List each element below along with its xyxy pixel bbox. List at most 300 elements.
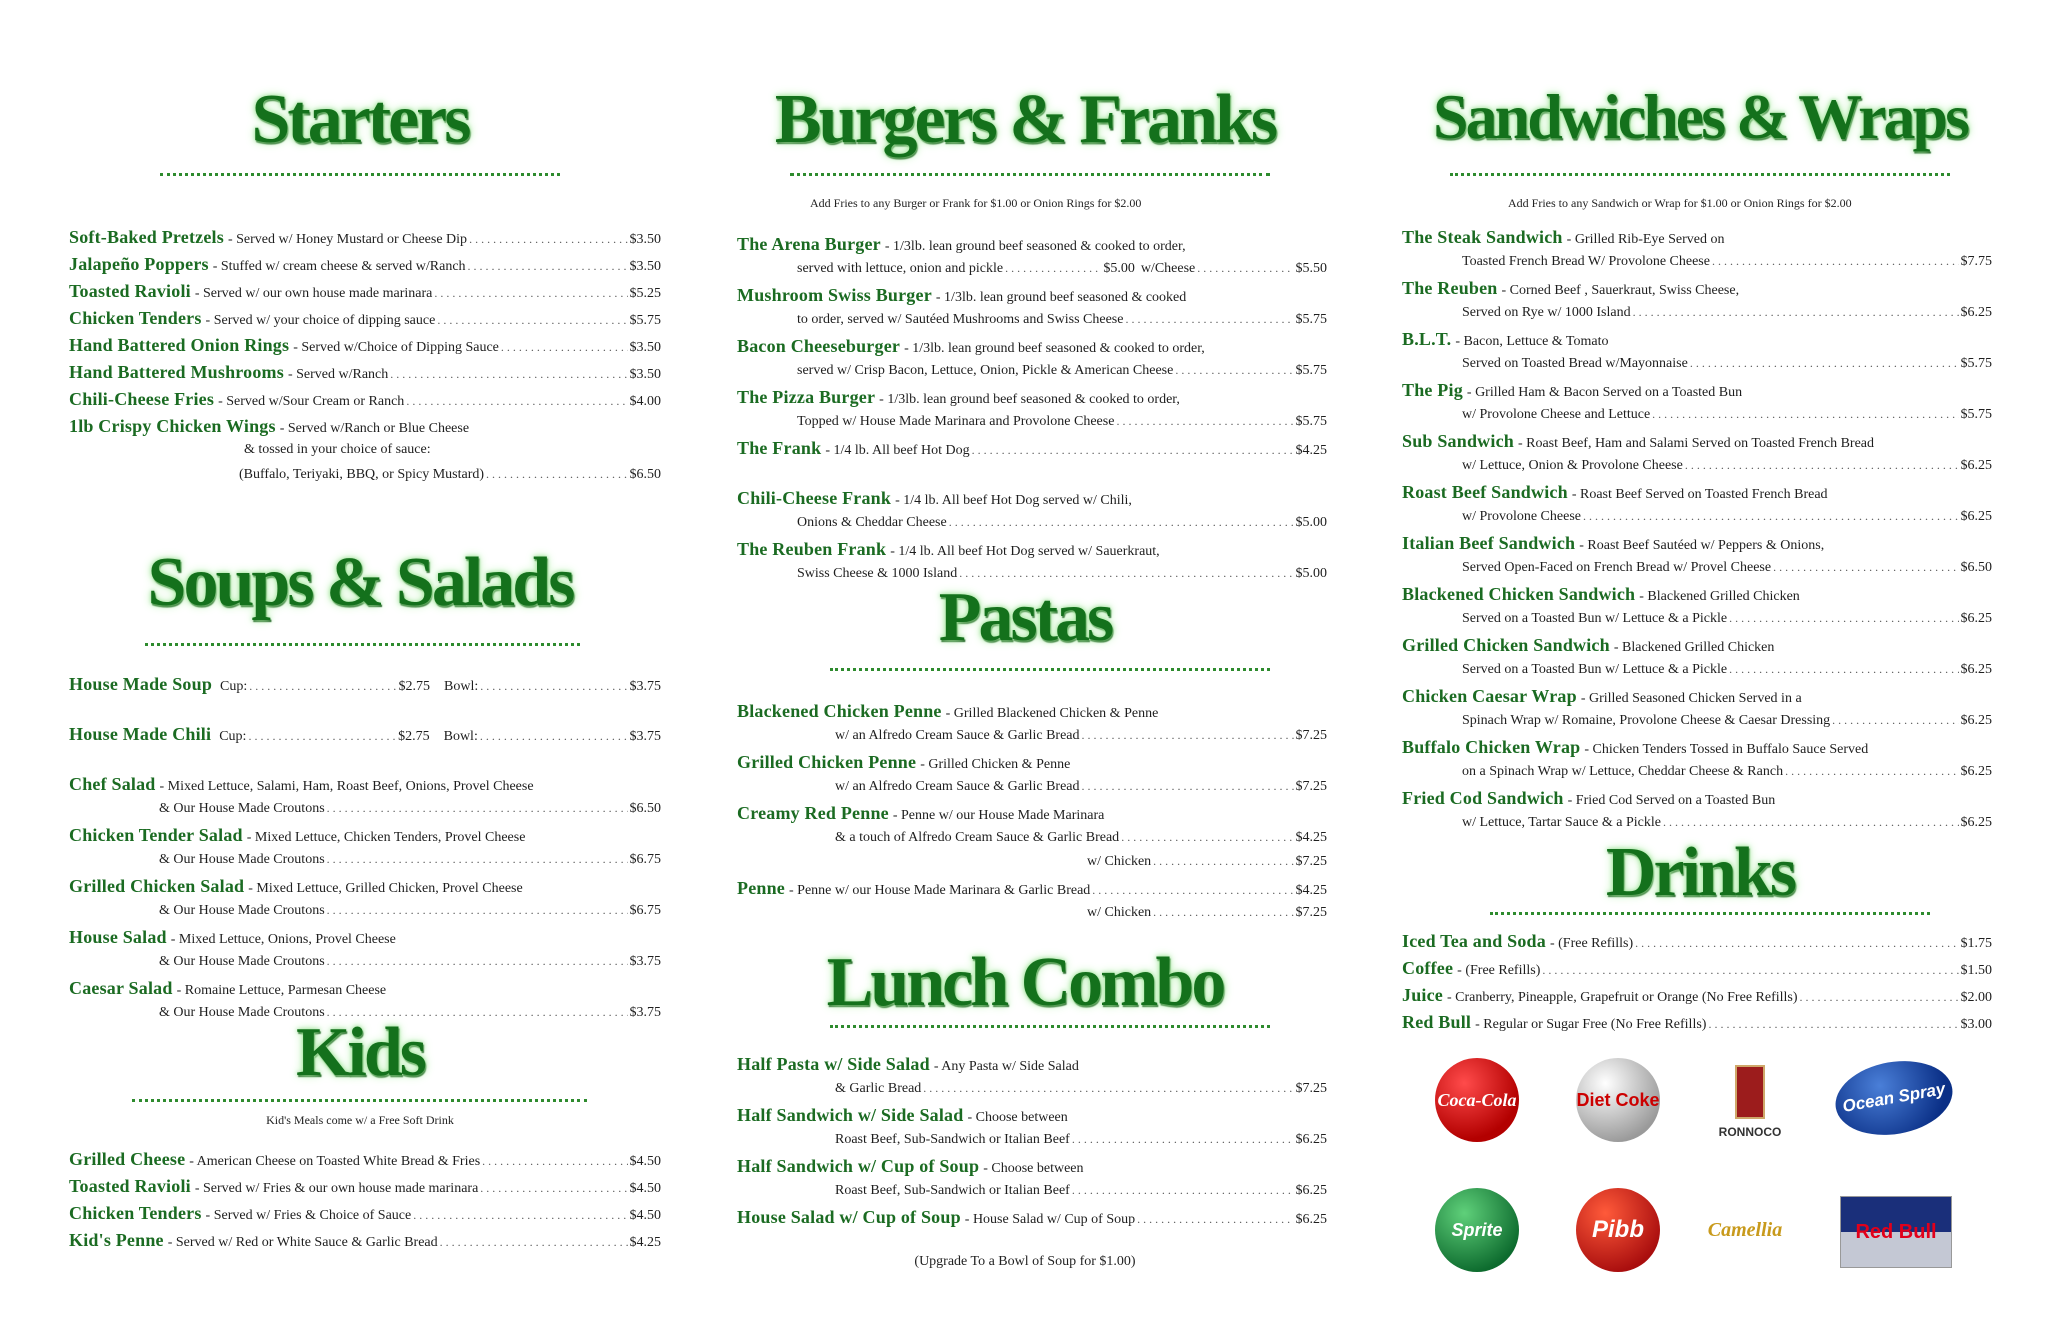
soup-salad-description: - Mixed Lettuce, Chicken Tenders, Provel Cheese: [246, 830, 526, 845]
dot-leader: [1125, 310, 1293, 328]
soup-salad-row: [69, 979, 661, 1000]
dot-leader: [249, 677, 396, 695]
dot-leader: [1153, 852, 1293, 870]
sandwich-wrap-description-cont: w/ Lettuce, Tartar Sauce & a Pickle: [1462, 815, 1661, 830]
dot-leader: [1785, 762, 1958, 780]
dot-leader: [440, 1233, 628, 1251]
sandwich-wrap-price: $6.25: [1960, 662, 1992, 677]
sandwich-wrap-name: Buffalo Chicken Wrap: [1402, 737, 1581, 757]
soup-salad-row-cont: [159, 850, 661, 869]
starter-row-cont: [244, 441, 661, 459]
with-chicken-label: w/ Chicken: [1087, 905, 1152, 920]
dot-leader: [501, 338, 628, 356]
kids-item-name: Chicken Tenders: [69, 1203, 202, 1223]
kids-item-description: - Served w/ Red or White Sauce & Garlic Bread: [167, 1235, 438, 1250]
drink-description: - Cranberry, Pineapple, Grapefruit or Orange (No Free Refills): [1447, 990, 1798, 1005]
lunch-combo-row: [737, 1157, 1327, 1178]
coca-cola-logo: Coca-Cola: [1435, 1058, 1519, 1142]
sandwich-wrap-description-cont: w/ Provolone Cheese and Lettuce: [1462, 407, 1651, 422]
sandwich-wrap-description: - Blackened Grilled Chicken: [1613, 640, 1775, 655]
sandwich-wrap-name: Chicken Caesar Wrap: [1402, 686, 1577, 706]
starters-title: Starters: [251, 81, 469, 158]
starter-price: $3.50: [629, 340, 661, 355]
starter-name: Jalapeño Poppers: [69, 254, 209, 274]
ronnoco-mark-icon: [1735, 1065, 1765, 1119]
sandwich-wrap-row-cont: [1462, 711, 1992, 730]
starter-description: - Stuffed w/ cream cheese & served w/Ranch: [212, 259, 466, 274]
kids-item-price: $4.50: [629, 1208, 661, 1223]
sandwich-wrap-description: - Roast Beef Sautéed w/ Peppers & Onions,: [1579, 538, 1825, 553]
sandwich-wrap-row: [1402, 381, 1992, 402]
kids-item-name: Kid's Penne: [69, 1230, 164, 1250]
lunch-combo-row: [737, 1106, 1327, 1127]
kids-item-description: - Served w/ Fries & our own house made marinara: [194, 1181, 479, 1196]
starter-row: [69, 417, 661, 438]
dot-leader: [1197, 259, 1293, 277]
soup-salad-description-cont: & Our House Made Croutons: [159, 903, 325, 918]
starter-row-cont: [239, 465, 661, 484]
sandwich-wrap-row-cont: [1462, 354, 1992, 373]
kids-item-description: - Served w/ Fries & Choice of Sauce: [205, 1208, 412, 1223]
bowl-price: $3.75: [629, 729, 661, 744]
burger-frank-description-cont: served w/ Crisp Bacon, Lettuce, Onion, Pickle & American Cheese: [797, 363, 1174, 378]
starter-row: [69, 336, 661, 357]
burger-frank-description-cont: Onions & Cheddar Cheese: [797, 515, 947, 530]
sandwich-wrap-description: - Roast Beef Served on Toasted French Bread: [1571, 487, 1828, 502]
pasta-row: [737, 753, 1327, 774]
dot-leader: [437, 311, 627, 329]
burger-frank-description-cont: to order, served w/ Sautéed Mushrooms and Swiss Cheese: [797, 312, 1124, 327]
burger-frank-description-cont: served with lettuce, onion and pickle: [797, 261, 1004, 276]
pasta-description: - Penne w/ our House Made Marinara: [892, 808, 1105, 823]
lunch-combo-price: $6.25: [1295, 1212, 1327, 1227]
soup-salad-row: [69, 675, 661, 696]
burger-frank-price: $5.75: [1295, 414, 1327, 429]
with-chicken-label: w/ Chicken: [1087, 854, 1152, 869]
sandwich-wrap-description: - Bacon, Lettuce & Tomato: [1455, 334, 1609, 349]
starter-description-cont: (Buffalo, Teriyaki, BBQ, or Spicy Mustard): [239, 467, 485, 482]
diet-coke-logo: Diet Coke: [1576, 1058, 1660, 1142]
kids-item-description: - American Cheese on Toasted White Bread & Fries: [189, 1154, 481, 1169]
dot-leader: [327, 952, 628, 970]
soup-salad-description-cont: & Our House Made Croutons: [159, 801, 325, 816]
drink-description: - (Free Refills): [1549, 936, 1634, 951]
starter-description: - Served w/Choice of Dipping Sauce: [293, 340, 499, 355]
sandwich-wrap-row: [1402, 636, 1992, 657]
burger-frank-description: - 1/4 lb. All beef Hot Dog served w/ Sauerkraut,: [890, 544, 1160, 559]
sandwich-wrap-description-cont: Served on a Toasted Bun w/ Lettuce & a Pickle: [1462, 662, 1728, 677]
sandwich-wrap-description: - Grilled Ham & Bacon Served on a Toasted Bun: [1466, 385, 1743, 400]
kids-item-row: [69, 1204, 661, 1225]
kids-item-name: Toasted Ravioli: [69, 1176, 191, 1196]
starter-name: Chili-Cheese Fries: [69, 389, 215, 409]
soup-salad-name: Chicken Tender Salad: [69, 825, 243, 845]
burger-frank-row-cont: [797, 361, 1327, 380]
lunch-combo-row: [737, 1055, 1327, 1076]
sandwich-wrap-price: $6.25: [1960, 458, 1992, 473]
pasta-row-chicken: [1087, 903, 1327, 922]
drink-price: $1.75: [1960, 936, 1992, 951]
pasta-row-cont: [835, 777, 1327, 796]
sandwich-wrap-description: - Grilled Rib-Eye Served on: [1566, 232, 1725, 247]
dot-leader: [1116, 412, 1293, 430]
kids-item-row: [69, 1177, 661, 1198]
pasta-description-cont: w/ an Alfredo Cream Sauce & Garlic Bread: [835, 728, 1080, 743]
starter-description: - Served w/ Honey Mustard or Cheese Dip: [227, 232, 468, 247]
burger-frank-name: The Frank: [737, 438, 822, 458]
starter-row: [69, 228, 661, 249]
pastas-title: Pastas: [938, 579, 1112, 656]
sandwich-wrap-price: $6.25: [1960, 305, 1992, 320]
burgers-franks-divider: [790, 173, 1270, 176]
sandwich-wrap-price: $5.75: [1960, 407, 1992, 422]
starter-row: [69, 390, 661, 411]
starter-price: $5.75: [629, 313, 661, 328]
burger-frank-row: [737, 439, 1327, 460]
starter-name: Toasted Ravioli: [69, 281, 191, 301]
starter-price: $3.50: [629, 259, 661, 274]
starter-price: $6.50: [629, 467, 661, 482]
starter-row: [69, 255, 661, 276]
burger-frank-description: - 1/3lb. lean ground beef seasoned & cooked: [935, 290, 1187, 305]
sandwich-wrap-row: [1402, 585, 1992, 606]
sandwich-wrap-description-cont: w/ Provolone Cheese: [1462, 509, 1581, 524]
drink-price: $1.50: [1960, 963, 1992, 978]
sandwich-wrap-row: [1402, 228, 1992, 249]
dot-leader: [480, 727, 628, 745]
lunch-combo-description: - House Salad w/ Cup of Soup: [964, 1212, 1136, 1227]
sandwich-wrap-price: $6.25: [1960, 764, 1992, 779]
soup-salad-description: - Romaine Lettuce, Parmesan Cheese: [176, 983, 387, 998]
soups-salads-title: Soups & Salads: [147, 544, 573, 621]
pasta-description: - Penne w/ our House Made Marinara & Garlic Bread: [789, 883, 1091, 898]
with-chicken-price: $7.25: [1295, 905, 1327, 920]
pasta-row: [737, 804, 1327, 825]
drinks-title: Drinks: [1605, 834, 1795, 911]
dot-leader: [1583, 507, 1959, 525]
cup-price: $2.75: [398, 679, 431, 694]
starter-description: - Served w/Ranch: [287, 367, 389, 382]
sandwich-wrap-description-cont: Served on a Toasted Bun w/ Lettuce & a Pickle: [1462, 611, 1728, 626]
kids-note: Kid's Meals come w/ a Free Soft Drink: [266, 1113, 454, 1127]
dot-leader: [248, 727, 396, 745]
sandwich-wrap-description: - Corned Beef , Sauerkraut, Swiss Cheese,: [1501, 283, 1740, 298]
burger-frank-description: - 1/3lb. lean ground beef seasoned & cooked to order,: [884, 239, 1186, 254]
dot-leader: [1635, 934, 1958, 952]
with-chicken-price: $7.25: [1295, 854, 1327, 869]
dot-leader: [972, 441, 1294, 459]
burger-frank-price: $5.50: [1295, 261, 1327, 276]
soup-salad-description: - Mixed Lettuce, Onions, Provel Cheese: [170, 932, 396, 947]
dot-leader: [469, 230, 627, 248]
sandwich-wrap-description-cont: Spinach Wrap w/ Romaine, Provolone Cheese & Caesar Dressing: [1462, 713, 1831, 728]
soup-salad-price: $3.75: [629, 1005, 661, 1020]
drink-price: $3.00: [1960, 1017, 1992, 1032]
burger-frank-price: $5.00: [1295, 566, 1327, 581]
sandwich-wrap-name: Roast Beef Sandwich: [1402, 482, 1568, 502]
soup-salad-name: Caesar Salad: [69, 978, 173, 998]
sandwich-wrap-description-cont: Toasted French Bread W/ Provolone Cheese: [1462, 254, 1710, 269]
dot-leader: [1729, 609, 1958, 627]
sandwich-wrap-row-cont: [1462, 252, 1992, 271]
sandwich-wrap-description: - Fried Cod Served on a Toasted Bun: [1567, 793, 1776, 808]
starter-description: - Served w/Ranch or Blue Cheese: [279, 421, 470, 436]
burger-frank-row: [737, 286, 1327, 307]
pasta-name: Penne: [737, 878, 785, 898]
burger-frank-row-cont: [797, 513, 1327, 532]
starter-description: - Served w/Sour Cream or Ranch: [218, 394, 405, 409]
burgers-franks-title: Burgers & Franks: [774, 81, 1276, 158]
drink-name: Juice: [1402, 985, 1443, 1005]
dot-leader: [480, 1179, 627, 1197]
dot-leader: [1652, 405, 1958, 423]
sandwich-wrap-row-cont: [1462, 660, 1992, 679]
dot-leader: [949, 513, 1294, 531]
kids-item-price: $4.25: [629, 1235, 661, 1250]
dot-leader: [1072, 1181, 1294, 1199]
burger-frank-row: [737, 388, 1327, 409]
dot-leader: [1690, 354, 1959, 372]
kids-divider: [132, 1099, 587, 1102]
sandwich-wrap-name: Sub Sandwich: [1402, 431, 1514, 451]
sandwich-wrap-name: Italian Beef Sandwich: [1402, 533, 1576, 553]
lunch-combo-price: $6.25: [1295, 1132, 1327, 1147]
starter-price: $5.25: [629, 286, 661, 301]
drink-row: [1402, 986, 1992, 1007]
burgers-note: Add Fries to any Burger or Frank for $1.00 or Onion Rings for $2.00: [810, 196, 1142, 210]
dot-leader: [327, 799, 628, 817]
bowl-price: $3.75: [629, 679, 661, 694]
dot-leader: [406, 392, 627, 410]
starters-divider: [160, 173, 560, 176]
cup-label: Cup:: [219, 729, 247, 744]
soup-salad-description: - Mixed Lettuce, Grilled Chicken, Provel Cheese: [248, 881, 523, 896]
dot-leader: [1685, 456, 1959, 474]
burger-frank-row-cont: [797, 259, 1327, 278]
dot-leader: [1092, 881, 1293, 899]
starter-name: 1lb Crispy Chicken Wings: [69, 416, 276, 436]
starter-row: [69, 363, 661, 384]
lunch-combo-description-cont: Roast Beef, Sub-Sandwich or Italian Beef: [835, 1183, 1070, 1198]
soup-salad-row: [69, 826, 661, 847]
sandwich-wrap-row-cont: [1462, 609, 1992, 628]
dot-leader: [1800, 988, 1959, 1006]
cheese-label: w/Cheese: [1140, 261, 1196, 276]
dot-leader: [1729, 660, 1958, 678]
pasta-row-cont: [835, 828, 1327, 847]
sandwich-wrap-price: $6.50: [1960, 560, 1992, 575]
sprite-logo: Sprite: [1435, 1188, 1519, 1272]
dot-leader: [327, 850, 628, 868]
burger-frank-row-cont: [797, 412, 1327, 431]
soup-salad-description-cont: & Our House Made Croutons: [159, 954, 325, 969]
soup-salad-row: [69, 775, 661, 796]
soup-salad-name: Chef Salad: [69, 774, 156, 794]
sandwich-wrap-description-cont: Served on Toasted Bread w/Mayonnaise: [1462, 356, 1688, 371]
pasta-row-chicken: [1087, 852, 1327, 871]
sandwich-wrap-name: Blackened Chicken Sandwich: [1402, 584, 1636, 604]
pasta-name: Grilled Chicken Penne: [737, 752, 917, 772]
starter-name: Hand Battered Mushrooms: [69, 362, 284, 382]
burger-frank-row: [737, 235, 1327, 256]
dot-leader: [1663, 813, 1959, 831]
camellia-logo: Camellia: [1707, 1218, 1783, 1241]
soup-salad-description-cont: & Our House Made Croutons: [159, 852, 325, 867]
soup-salad-name: House Salad: [69, 927, 167, 947]
burger-frank-name: Chili-Cheese Frank: [737, 488, 892, 508]
dot-leader: [390, 365, 627, 383]
burger-frank-name: The Pizza Burger: [737, 387, 876, 407]
soup-salad-price: $6.75: [629, 903, 661, 918]
kids-item-price: $4.50: [629, 1154, 661, 1169]
soup-salad-row-cont: [159, 952, 661, 971]
lunch-combo-row-cont: [835, 1079, 1327, 1098]
sandwich-wrap-row-cont: [1462, 507, 1992, 526]
dot-leader: [413, 1206, 627, 1224]
sandwich-wrap-description-cont: Served Open-Faced on French Bread w/ Provel Cheese: [1462, 560, 1772, 575]
lunch-note: (Upgrade To a Bowl of Soup for $1.00): [914, 1254, 1136, 1269]
sandwiches-wraps-title: Sandwiches & Wraps: [1433, 81, 1967, 152]
lunch-combo-price: $6.25: [1295, 1183, 1327, 1198]
dot-leader: [486, 465, 627, 483]
ronnoco-logo: RONNOCO: [1695, 1052, 1805, 1152]
lunch-combo-row-cont: [835, 1181, 1327, 1200]
kids-item-price: $4.50: [629, 1181, 661, 1196]
kids-item-row: [69, 1231, 661, 1252]
burger-frank-description-cont: Swiss Cheese & 1000 Island: [797, 566, 958, 581]
pasta-row: [737, 879, 1327, 900]
lunch-combo-price: $7.25: [1295, 1081, 1327, 1096]
soup-salad-price: $6.50: [629, 801, 661, 816]
drink-name: Red Bull: [1402, 1012, 1472, 1032]
soup-salad-name: House Made Soup: [69, 674, 213, 694]
dot-leader: [1708, 1015, 1958, 1033]
soup-salad-description: - Mixed Lettuce, Salami, Ham, Roast Beef, Onions, Provel Cheese: [159, 779, 534, 794]
sandwich-wrap-row: [1402, 483, 1992, 504]
soup-salad-row: [69, 928, 661, 949]
drink-price: $2.00: [1960, 990, 1992, 1005]
pasta-description-cont: & a touch of Alfredo Cream Sauce & Garlic Bread: [835, 830, 1120, 845]
starter-name: Chicken Tenders: [69, 308, 202, 328]
sandwich-wrap-row: [1402, 738, 1992, 759]
soup-salad-name: Grilled Chicken Salad: [69, 876, 245, 896]
lunch-combo-row-cont: [835, 1130, 1327, 1149]
dot-leader: [1082, 777, 1294, 795]
lunch-combo-name: Half Pasta w/ Side Salad: [737, 1054, 930, 1074]
burger-frank-price: $5.75: [1295, 312, 1327, 327]
soup-salad-row-cont: [159, 799, 661, 818]
burger-frank-row-cont: [797, 310, 1327, 329]
drink-description: - Regular or Sugar Free (No Free Refills): [1475, 1017, 1707, 1032]
dot-leader: [1175, 361, 1293, 379]
burger-frank-row: [737, 540, 1327, 561]
sandwich-wrap-row: [1402, 330, 1992, 351]
burger-frank-price: $5.00: [1295, 515, 1327, 530]
dot-leader: [1712, 252, 1959, 270]
sandwich-wrap-name: Fried Cod Sandwich: [1402, 788, 1564, 808]
dot-leader: [923, 1079, 1293, 1097]
dot-leader: [1153, 903, 1293, 921]
sandwiches-divider: [1450, 173, 1950, 176]
drink-row: [1402, 932, 1992, 953]
sandwich-wrap-name: The Reuben: [1402, 278, 1498, 298]
burger-frank-description: - 1/3lb. lean ground beef seasoned & cooked to order,: [879, 392, 1180, 407]
sandwich-wrap-description: - Chicken Tenders Tossed in Buffalo Sauce Served: [1584, 742, 1869, 757]
drink-name: Iced Tea and Soda: [1402, 931, 1546, 951]
pasta-price: $4.25: [1295, 883, 1327, 898]
burger-frank-price: $4.25: [1295, 443, 1327, 458]
kids-item-name: Grilled Cheese: [69, 1149, 186, 1169]
sandwich-wrap-description: - Blackened Grilled Chicken: [1639, 589, 1800, 604]
burger-frank-description: - 1/3lb. lean ground beef seasoned & cooked to order,: [904, 341, 1205, 356]
sandwich-wrap-name: B.L.T.: [1402, 329, 1452, 349]
sandwich-wrap-description: - Grilled Seasoned Chicken Served in a: [1580, 691, 1802, 706]
pasta-description: - Grilled Chicken & Penne: [920, 757, 1071, 772]
dot-leader: [1121, 828, 1293, 846]
sandwich-wrap-price: $7.75: [1960, 254, 1992, 269]
sandwich-wrap-price: $6.25: [1960, 611, 1992, 626]
sandwich-wrap-price: $6.25: [1960, 815, 1992, 830]
sandwich-wrap-row-cont: [1462, 456, 1992, 475]
lunch-combo-row: [737, 1208, 1327, 1229]
lunch-combo-divider: [830, 1025, 1270, 1028]
starter-name: Hand Battered Onion Rings: [69, 335, 290, 355]
lunch-combo-name: Half Sandwich w/ Side Salad: [737, 1105, 964, 1125]
sandwich-wrap-row-cont: [1462, 762, 1992, 781]
starter-row: [69, 282, 661, 303]
dot-leader: [1542, 961, 1958, 979]
sandwich-wrap-row-cont: [1462, 303, 1992, 322]
burger-frank-name: Mushroom Swiss Burger: [737, 285, 932, 305]
sandwich-wrap-row: [1402, 534, 1992, 555]
red-bull-logo: Red Bull: [1840, 1196, 1952, 1268]
sandwich-wrap-row-cont: [1462, 405, 1992, 424]
dot-leader: [1082, 726, 1294, 744]
pastas-divider: [830, 668, 1270, 671]
burger-frank-name: Bacon Cheeseburger: [737, 336, 901, 356]
sandwiches-note: Add Fries to any Sandwich or Wrap for $1.00 or Onion Rings for $2.00: [1508, 196, 1852, 210]
pasta-price: $7.25: [1295, 779, 1327, 794]
burger-frank-description: - 1/4 lb. All beef Hot Dog: [825, 443, 970, 458]
sandwich-wrap-price: $6.25: [1960, 509, 1992, 524]
dot-leader: [480, 677, 627, 695]
starter-name: Soft-Baked Pretzels: [69, 227, 224, 247]
plain-price: $5.00: [1103, 261, 1135, 276]
burger-frank-description-cont: Topped w/ House Made Marinara and Provolone Cheese: [797, 414, 1115, 429]
pibb-logo: Pibb: [1576, 1188, 1660, 1272]
starter-row: [69, 309, 661, 330]
sandwich-wrap-name: The Pig: [1402, 380, 1463, 400]
sandwich-wrap-row: [1402, 789, 1992, 810]
lunch-combo-description: - Any Pasta w/ Side Salad: [933, 1059, 1079, 1074]
starter-description: - Served w/ your choice of dipping sauce: [205, 313, 436, 328]
lunch-combo-description: - Choose between: [983, 1161, 1084, 1176]
burger-frank-name: The Reuben Frank: [737, 539, 887, 559]
sandwich-wrap-price: $6.25: [1960, 713, 1992, 728]
dot-leader: [434, 284, 627, 302]
sandwich-wrap-name: The Steak Sandwich: [1402, 227, 1563, 247]
drink-name: Coffee: [1402, 958, 1454, 978]
burger-frank-price: $5.75: [1295, 363, 1327, 378]
soup-salad-price: $3.75: [629, 954, 661, 969]
burger-frank-name: The Arena Burger: [737, 234, 881, 254]
sandwich-wrap-description-cont: Served on Rye w/ 1000 Island: [1462, 305, 1631, 320]
burger-frank-row: [737, 489, 1327, 510]
pasta-row-cont: [835, 726, 1327, 745]
lunch-combo-title: Lunch Combo: [826, 944, 1224, 1021]
dot-leader: [1633, 303, 1959, 321]
sandwich-wrap-row: [1402, 432, 1992, 453]
